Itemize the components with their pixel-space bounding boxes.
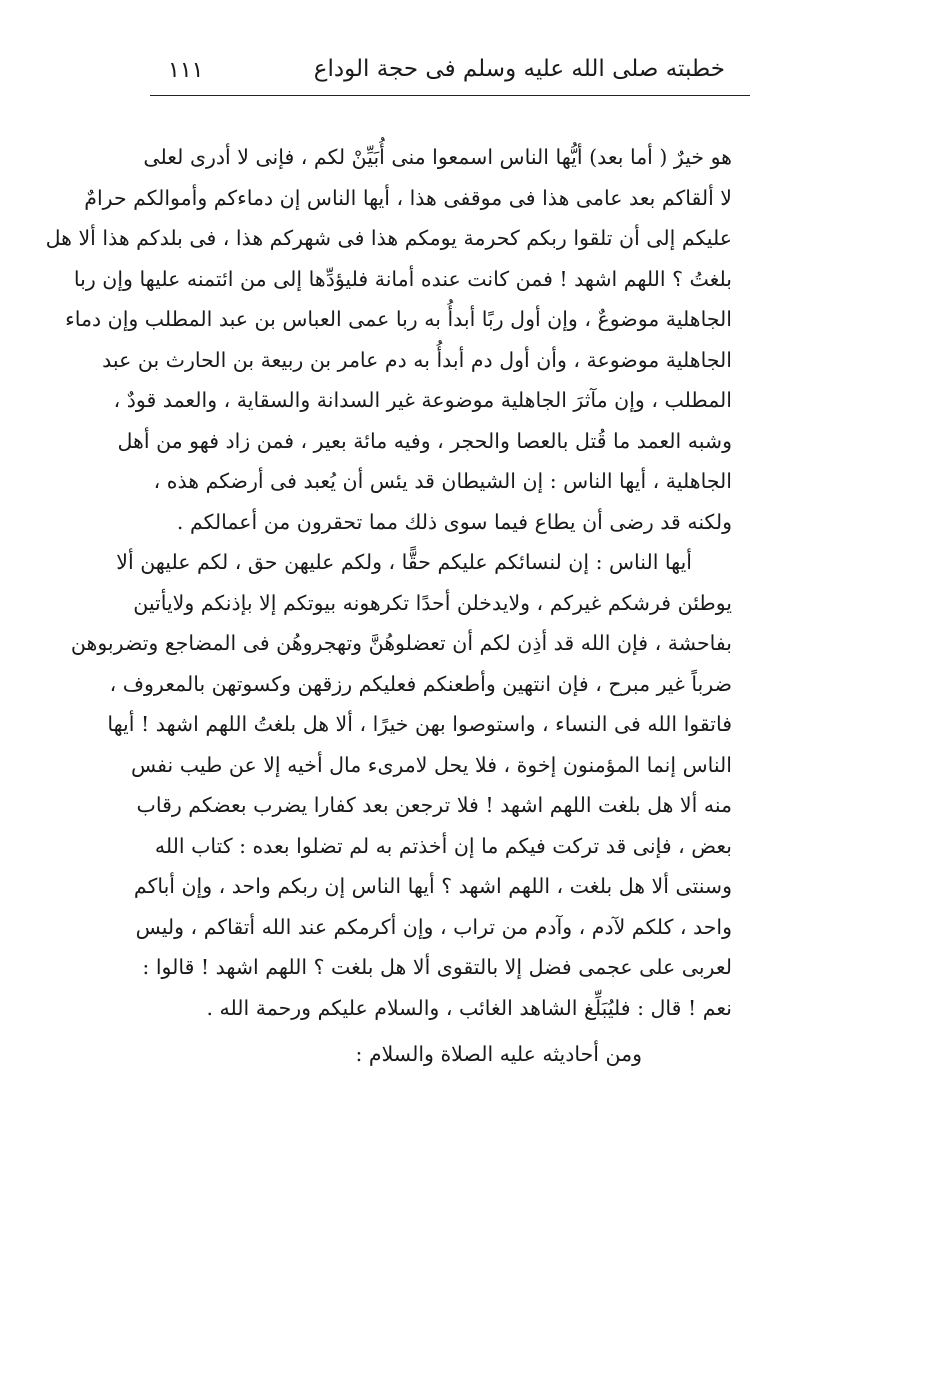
text-line: هو خيرٌ ( أما بعد) أيُّها الناس اسمعوا منى أُبَيِّنْ لكم ، فإنى لا أدرى لعلى: [143, 145, 732, 169]
text-line: منه ألا هل بلغت اللهم اشهد ! فلا ترجعن بعد كفارا يضرب بعضكم رقاب: [136, 793, 732, 817]
text-line: أيها الناس : إن لنسائكم عليكم حقًّا ، ولكم عليهن حق ، لكم عليهن ألا: [116, 550, 692, 574]
text-line: المطلب ، وإن مآثرَ الجاهلية موضوعة غير السدانة والسقاية ، والعمد قودٌ ،: [113, 388, 732, 412]
text-line: وسنتى ألا هل بلغت ، اللهم اشهد ؟ أيها الناس إن ربكم واحد ، وإن أباكم: [133, 874, 732, 898]
header-rule: [150, 95, 750, 96]
text-line: يوطئن فرشكم غيركم ، ولايدخلن أحدًا تكرهونه بيوتكم إلا بإذنكم ولايأتين: [133, 590, 732, 615]
text-line: لعربى على عجمى فضل إلا بالتقوى ألا هل بلغت ؟ اللهم اشهد ! قالوا :: [142, 955, 732, 979]
text-line: ضرباً غير مبرح ، فإن انتهين وأطعنكم فعليكم رزقهن وكسوتهن بالمعروف ،: [109, 671, 732, 696]
text-line: الجاهلية موضوعٌ ، وإن أول ربًا أبدأُ به ربا عمى العباس بن عبد المطلب وإن دماء: [65, 307, 732, 331]
text-line: بفاحشة ، فإن الله قد أذِن لكم أن تعضلوهُنَّ وتهجروهُن فى المضاجع وتضربوهن: [70, 631, 732, 655]
text-line: وشبه العمد ما قُتل بالعصا والحجر ، وفيه مائة بعير ، فمن زاد فهو من أهل: [117, 428, 732, 453]
page-number: ١١١: [168, 58, 204, 83]
text-line: بعض ، فإنى قد تركت فيكم ما إن أخذتم به لم تضلوا بعده : كتاب الله: [154, 833, 732, 858]
text-line: الناس إنما المؤمنون إخوة ، فلا يحل لامرىء مال أخيه إلا عن طيب نفس: [130, 752, 732, 777]
text-line: نعم ! قال : فليُبَلِّغ الشاهد الغائب ، والسلام عليكم ورحمة الله .: [206, 995, 732, 1020]
text-line: الجاهلية موضوعة ، وأن أول دم أبدأُ به دم عامر بن ربيعة بن الحارث بن عبد: [102, 347, 732, 372]
text-line: الجاهلية ، أيها الناس : إن الشيطان قد يئس أن يُعبد فى أرضكم هذه ،: [153, 469, 732, 493]
closing-line: ومن أحاديثه عليه الصلاة والسلام :: [355, 1042, 642, 1066]
text-line: عليكم إلى أن تلقوا ربكم كحرمة يومكم هذا فى شهركم هذا ، فى بلدكم هذا ألا هل: [45, 226, 732, 250]
running-title: خطبته صلى الله عليه وسلم فى حجة الوداع: [313, 56, 725, 82]
text-line: ولكنه قد رضى أن يطاع فيما سوى ذلك مما تحقرون من أعمالكم .: [176, 509, 732, 534]
text-line: لا ألقاكم بعد عامى هذا فى موقفى هذا ، أيها الناس إن دماءكم وأموالكم حرامٌ: [84, 185, 732, 210]
text-line: واحد ، كلكم لآدم ، وآدم من تراب ، وإن أكرمكم عند الله أتقاكم ، وليس: [135, 914, 732, 939]
body-text: [45, 137, 732, 1075]
text-line: بلغتُ ؟ اللهم اشهد ! فمن كانت عنده أمانة فليؤدِّها إلى من ائتمنه عليها وإن ربا: [73, 266, 732, 291]
page-header: [150, 52, 750, 96]
text-line: فاتقوا الله فى النساء ، واستوصوا بهن خيرًا ، ألا هل بلغتُ اللهم اشهد ! أيها: [107, 712, 732, 736]
